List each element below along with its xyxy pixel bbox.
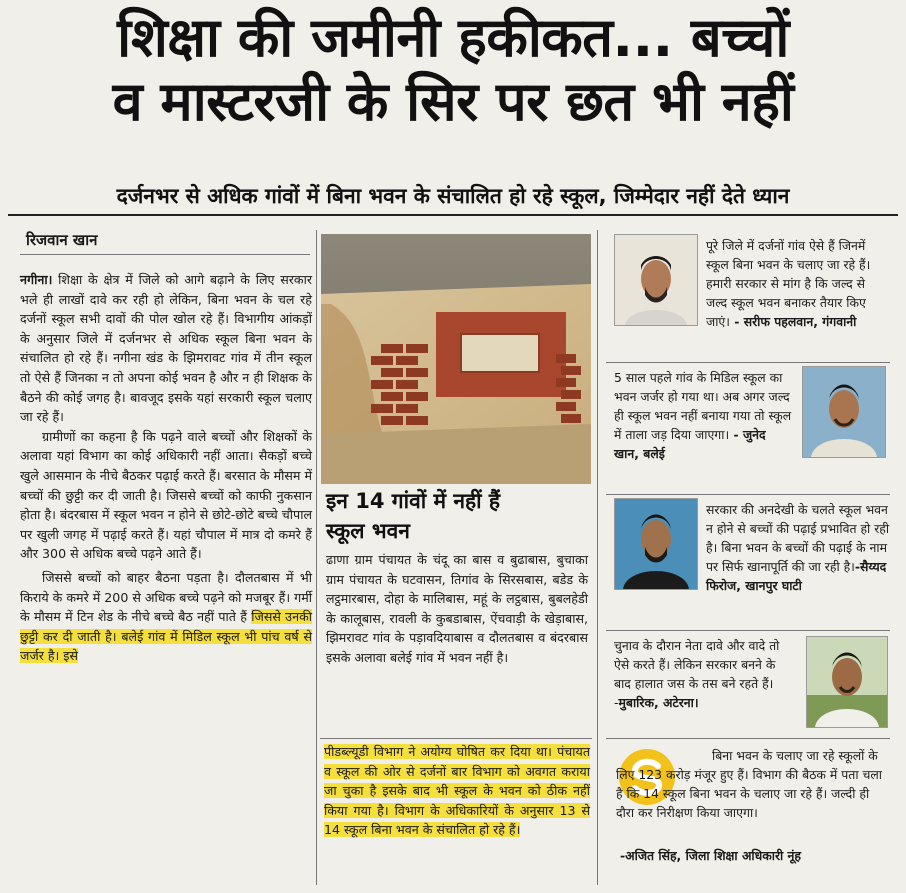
column-divider-1: [316, 230, 317, 885]
quote-divider-2: [606, 494, 890, 495]
villages-box: [326, 486, 588, 664]
subheadline: दर्जनभर से अधिक गांवों में बिना भवन के संचालित हो रहे स्कूल, जिम्मेदार नहीं देते ध्यान: [116, 184, 790, 208]
quote-5-author: -अजित सिंह, जिला शिक्षा अधिकारी नूंह: [620, 848, 802, 863]
left-paragraph-2: ग्रामीणों का कहना है कि पढ़ने वाले बच्चों और शिक्षकों के अलावा यहां विभाग का कोई अधिकारी नहीं आता। सैकड़ों बच्चे खुले आसमान के नीचे बैठकर पढ़ाई करते हैं। बरसात के मौसम में बच्चों की छुट्टी कर दी जाती है। जिससे बच्चों को काफी नुकसान होता है। बंदरबास में स्कूल भवन न होने से छोटे-छोटे बच्चे चौपाल पर खुली जगह में पढ़ाई करते हैं। यहां चौपाल में मात्र दो कमरे हैं और 300 से अधिक बच्चे पढ़ने आते हैं।: [20, 428, 312, 562]
highlighted-text: जिससे उनकी छुट्टी कर दी जाती है। बलेई गांव में मिडिल स्कूल भी पांच वर्ष से जर्जर है। इसे: [20, 609, 313, 664]
villages-box-title-1: इन 14 गांवों में नहीं हैं: [326, 489, 501, 513]
quote-4-author: मुबारिक, अटेरना।: [618, 695, 699, 710]
damaged-wall-photo: [321, 234, 591, 484]
villages-box-title-2: स्कूल भवन: [326, 519, 410, 543]
quote-5: [616, 746, 890, 822]
middle-continued-text: पीडब्ल्यूडी विभाग ने अयोग्य घोषित कर दिया था। पंचायत व स्कूल की ओर से दर्जनों बार विभाग को अवगत कराया जा चुका है इसके बाद भी स्कूल के भवन को ठीक नहीं किया गया है। विभाग के अधिकारियों के अनुसार 13 से 14 स्कूल बिना भवन के संचालित हो रहे हैं।: [324, 744, 590, 838]
quote-divider-1: [606, 362, 890, 363]
box-divider: [320, 738, 592, 739]
byline-rule: [20, 254, 310, 255]
subheadline-rule: [8, 214, 898, 216]
portrait-sarif: [614, 234, 698, 326]
quote-1: [706, 236, 890, 331]
quote-3-text: सरकार की अनदेखी के चलते स्कूल भवन न होने से बच्चों की पढ़ाई प्रभावित हो रही है। बिना भवन के बच्चों की पढ़ाई के नाम पर सिर्फ खानापूर्ति की जा रही है।: [706, 502, 890, 574]
quote-4: [614, 636, 794, 712]
quote-divider-4: [606, 738, 890, 739]
quote-2-author: - जुनेद खान, बलेई: [614, 427, 766, 461]
portrait-syed: [614, 498, 698, 590]
left-paragraph-3: जिससे बच्चों को बाहर बैठना पड़ता है। दौलतबास में भी किराये के कमरे में 200 से अधिक बच्चे पढ़ने को मजबूर हैं। गर्मी के मौसम में टिन शेड के नीचे बच्चे बैठ नहीं पाते हैं जिससे उनकी छुट्टी कर दी जाती है। बलेई गांव में मिडिल स्कूल भी पांच वर्ष से जर्जर है। इसे: [20, 569, 313, 664]
quote-divider-3: [606, 630, 890, 631]
headline-line-1: शिक्षा की जमीनी हकीकत... बच्चों: [117, 6, 789, 69]
left-column: [20, 270, 312, 666]
portrait-junaid: [802, 366, 886, 458]
left-paragraph-1: नगीना। शिक्षा के क्षेत्र में जिले को आगे बढ़ाने के लिए सरकार भले ही लाखों दावे कर रही हो लेकिन, बिना भवन के चल रहे दर्जनों स्कूल सभी दावों की पोल खोल रहे हैं। विभागीय आंकड़ों के अनुसार जिले में दर्जनभर से अधिक स्कूल बिना भवन के संचालित हो रहे हैं। नगीना खंड के झिमरावट गांव में तीन स्कूल तो ऐसे हैं जिनका न तो अपना कोई भवन है और न ही शिक्षक के बैठने की कोई जगह है। बावजूद इसके यहां सरकारी स्कूल चलाए जा रहे हैं।: [20, 272, 312, 425]
portrait-mubarik: [806, 636, 888, 728]
quote-3-author: -सैय्यद फिरोज, खानपुर घाटी: [706, 559, 887, 593]
headline-line-2: व मास्टरजी के सिर पर छत भी नहीं: [112, 70, 794, 133]
quote-3: [706, 500, 890, 595]
quote-4-text: चुनाव के दौरान नेता दावे और वादे तो ऐसे करते हैं। लेकिन सरकार बनने के बाद हालात जस के तस बने रहते हैं। -: [614, 638, 780, 710]
quote-2: [614, 368, 794, 463]
quote-5-text: बिना भवन के चलाए जा रहे स्कूलों के लिए 123 करोड़ मंजूर हुए हैं। विभाग की बैठक में पता चला है कि 14 स्कूल बिना भवन के चलाए जा रहे हैं। जल्दी ही दौरा कर निरीक्षण किया जाएगा।: [616, 748, 882, 820]
quote-1-author: - सरीफ पहलवान, गंगवानी: [729, 314, 857, 329]
byline: रिजवान खान: [26, 231, 98, 249]
headline: [18, 6, 888, 134]
quote-2-text: 5 साल पहले गांव के मिडिल स्कूल का भवन जर्जर हो गया था। अब अगर जल्द ही स्कूल भवन नहीं बनाया गया तो स्कूल में ताला जड़ दिया जाएगा।: [614, 370, 792, 442]
column-divider-2: [597, 230, 598, 885]
dateline: नगीना।: [20, 272, 53, 287]
villages-list: ढाणा ग्राम पंचायत के चंदू का बास व बुढाबास, बुचाका ग्राम पंचायत के घटवासन, तिगांव के सिरसबास, बडेड के लट्ठमारबास, दोहा के मालिबास, महूं के लट्ठबास, बुबलहेडी के कालूबास, रावली के कुबडाबास, ऐंचवाड़ी के खेड़ाबास, झिमरावट गांव के पड़ावदियाबास व दौलतबास व बंदरबास इसके अलावा बलेई गांव में भवन नहीं है।: [326, 552, 588, 665]
quote-1-text: पूरे जिले में दर्जनों गांव ऐसे हैं जिनमें स्कूल बिना भवन के चलाए जा रहे हैं। हमारी सरकार से मांग है कि जल्द से जल्द स्कूल भवन बनाकर तैयार किए जाएं।: [706, 238, 871, 329]
